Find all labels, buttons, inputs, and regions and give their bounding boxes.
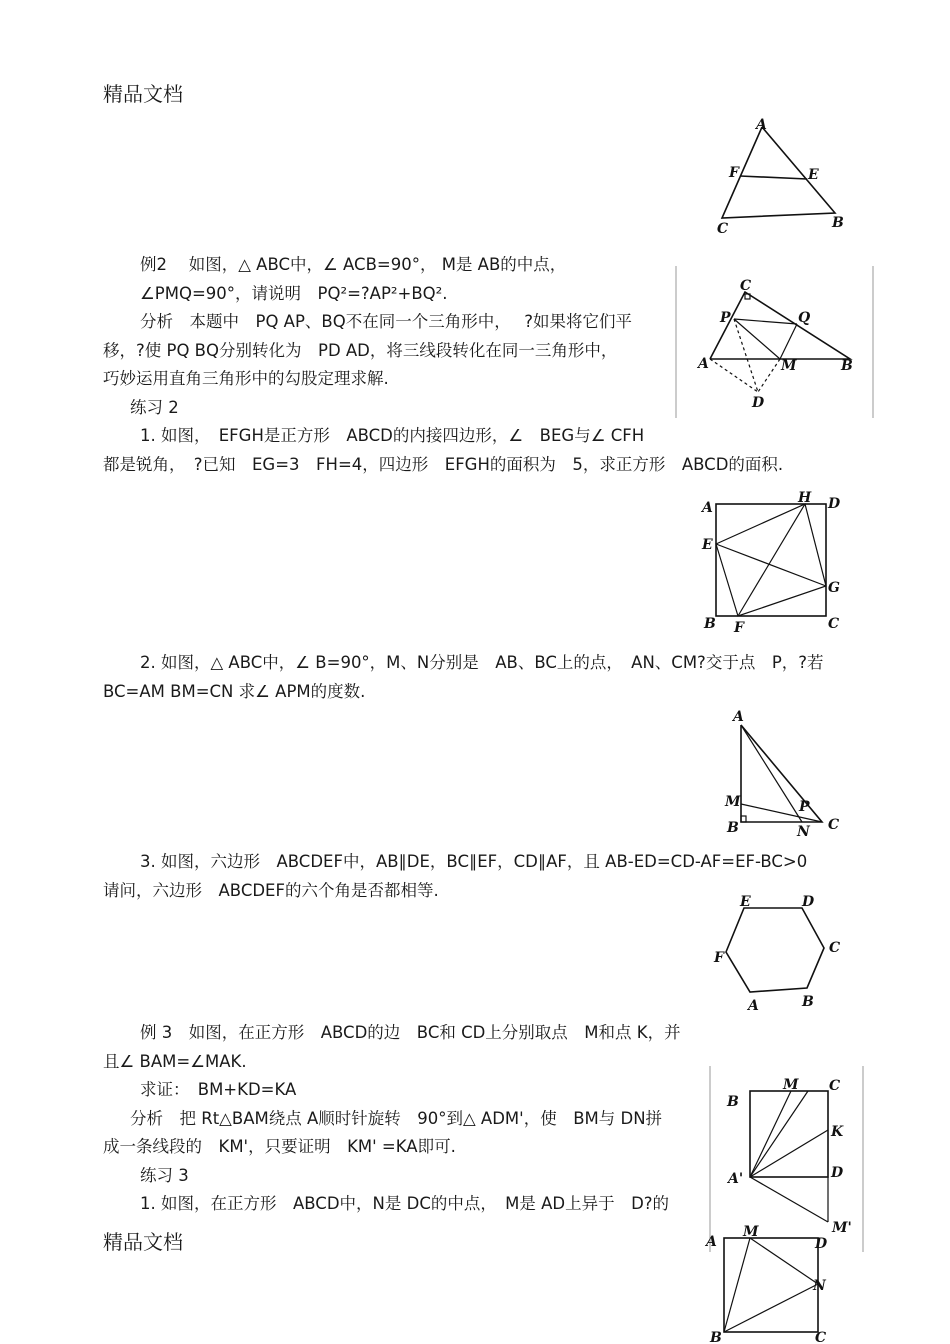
label-m-prime: M': [832, 1220, 852, 1236]
segment-an: [741, 725, 802, 822]
segment-am2: [750, 1177, 828, 1222]
segment-fh: [738, 504, 805, 616]
segment-fe: [740, 176, 807, 179]
label-c: C: [828, 616, 840, 632]
label-a: A: [756, 117, 767, 133]
label-a: A: [748, 998, 759, 1014]
ex3-analysis2: 成一条线段的 KM'，只要证明 KM' =KA即可.: [103, 1137, 456, 1156]
label-f: F: [734, 620, 744, 636]
label-m: M: [781, 358, 797, 374]
page-footer: 精品文档: [103, 1230, 183, 1254]
label-d: D: [752, 395, 765, 411]
label-e: E: [740, 894, 751, 910]
ex3-line2: 且∠ BAM=∠MAK.: [103, 1052, 247, 1071]
label-c: C: [717, 221, 729, 237]
label-b: B: [832, 215, 844, 231]
segment-pm: [734, 319, 780, 359]
practice2-q2-line1: 2. 如图，△ ABC中，∠ B=90°，M、N分别是 AB、BC上的点， AN、CM?交于点 P，?若: [140, 653, 824, 672]
segment-mn: [750, 1238, 818, 1284]
practice2-q3-line1: 3. 如图，六边形 ABCDEF中，AB∥DE，BC∥EF，CD∥AF，且 AB-ED=CD-AF=EF-BC>0: [140, 852, 808, 871]
label-m: M: [725, 794, 741, 810]
label-c: C: [740, 278, 752, 294]
label-d: D: [828, 496, 841, 512]
ex2-analysis1: 分析 本题中 PQ AP、BQ不在同一个三角形中， ?如果将它们平: [140, 312, 632, 331]
ex2-analysis2: 移，?使 PQ BQ分别转化为 PD AD，将三线段转化在同一三角形中，: [103, 341, 618, 360]
label-a: A: [706, 1234, 717, 1250]
label-d: D: [802, 894, 815, 910]
label-b: B: [727, 1094, 739, 1110]
label-g: G: [828, 580, 840, 596]
segment-bn: [724, 1284, 818, 1332]
label-a: A': [728, 1171, 744, 1187]
hexagon-abcdef: [726, 908, 824, 992]
segment-eg: [716, 544, 826, 586]
segment-mb: [724, 1238, 750, 1332]
figure-square-efgh: [700, 488, 850, 638]
square-bcd: [750, 1091, 828, 1177]
practice2-q2-line2: BC=AM BM=CN 求∠ APM的度数.: [103, 682, 366, 701]
label-a: A: [733, 709, 744, 725]
label-k: K: [831, 1124, 844, 1140]
ex3-line3: 求证： BM+KD=KA: [140, 1080, 297, 1099]
practice2-q1-line1: 1. 如图， EFGH是正方形 ABCD的内接四边形，∠ BEG与∠ CFH: [140, 426, 645, 445]
figure-pmq: [676, 264, 876, 420]
label-n: N: [813, 1278, 826, 1294]
figure-hexagon: [712, 890, 852, 1015]
figure-triangle-amn: [715, 705, 855, 840]
triangle-acb: [710, 292, 850, 359]
ex3-line1: 例 3 如图，在正方形 ABCD的边 BC和 CD上分别取点 M和点 K，并: [140, 1023, 681, 1042]
ex2-line2: ∠PMQ=90°，请说明 PQ²=?AP²+BQ².: [140, 284, 448, 303]
segment-qm: [780, 324, 797, 359]
label-a: A: [702, 500, 713, 516]
label-p: P: [720, 310, 731, 326]
label-a: A: [698, 356, 709, 372]
practice3-q1-line1: 1. 如图，在正方形 ABCD中，N是 DC的中点， M是 AD上异于 D?的: [140, 1194, 670, 1213]
practice2-q3-line2: 请问，六边形 ABCDEF的六个角是否都相等.: [103, 881, 439, 900]
label-e: E: [808, 167, 819, 183]
label-b: B: [710, 1330, 722, 1344]
label-h: H: [798, 490, 812, 506]
label-b: B: [727, 820, 739, 836]
label-c: C: [815, 1330, 827, 1344]
ex2-line1: 例2 如图，△ ABC中，∠ ACB=90°， M是 AB的中点，: [140, 255, 567, 274]
label-e: E: [702, 537, 713, 553]
page-header: 精品文档: [103, 82, 183, 106]
label-q: Q: [798, 310, 811, 326]
ex3-analysis1: 分析 把 Rt△BAM绕点 A顺时针旋转 90°到△ ADM'，使 BM与 DN拼: [130, 1109, 663, 1128]
label-c: C: [829, 1078, 841, 1094]
label-p: P: [799, 799, 810, 815]
label-b: B: [704, 616, 716, 632]
practice3-title: 练习 3: [140, 1166, 189, 1185]
label-b: B: [802, 994, 814, 1010]
practice2-q1-line2: 都是锐角， ?已知 EG=3 FH=4，四边形 EFGH的面积为 5，求正方形 ABCD的面积.: [103, 455, 784, 474]
label-c: C: [829, 940, 841, 956]
label-m: M: [743, 1224, 759, 1240]
triangle-abc: [741, 725, 822, 822]
label-d: D: [831, 1165, 844, 1181]
label-f: F: [729, 165, 739, 181]
figure-triangle-fe: [700, 115, 860, 240]
ex2-analysis3: 巧妙运用直角三角形中的勾股定理求解.: [103, 369, 389, 388]
label-f: F: [714, 950, 724, 966]
practice2-title: 练习 2: [130, 398, 179, 417]
label-m: M: [783, 1077, 799, 1093]
label-d: D: [815, 1236, 828, 1252]
label-b: B: [841, 358, 853, 374]
figure-square-mn: [700, 1222, 850, 1344]
label-n: N: [797, 824, 810, 840]
label-c: C: [828, 817, 840, 833]
